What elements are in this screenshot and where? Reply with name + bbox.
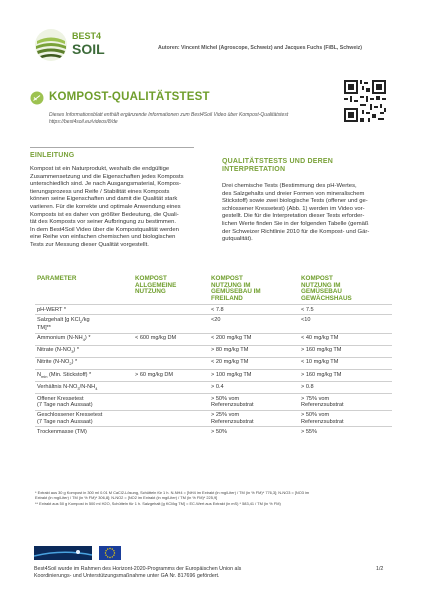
header-line: GEMÜSEBAU (301, 288, 342, 296)
parameter-cell: Ammonium $(N-NH_4)$ * (35, 333, 133, 345)
parameter-cell: Nitrite $(N-NO_2)$ * (35, 358, 133, 370)
parameter-cell: Geschlossener Kressetest (7 Tage nach Aussaat) (35, 410, 133, 426)
header-gewaechshaus (299, 276, 392, 305)
value-cell (133, 410, 209, 426)
tests-section (222, 158, 397, 244)
value-cell: > 55% (299, 427, 392, 437)
text-line: In dem Best4Soil Video über die Kompostqualität werden (30, 226, 179, 233)
section-heading-einleitung: EINLEITUNG (30, 152, 75, 159)
text-line: Stickstoff) sowie zwei biologische Tests (offener und ge- (222, 198, 368, 205)
header-line: KOMPOST (211, 275, 243, 282)
header-line: GEWÄCHSHAUS (301, 294, 352, 302)
value-cell: > 50% (209, 427, 299, 437)
value-cell (133, 394, 209, 410)
parameter-cell: Trockenmasse (TM) (35, 427, 133, 437)
table-row (35, 346, 392, 358)
text-line: lichen Werte finden Sie in der folgenden Tabelle (gemäß (222, 220, 369, 227)
header-line: NUTZUNG IM (211, 281, 251, 289)
value-cell: < 20 mg/kg TM (209, 358, 299, 370)
header-allgemein (133, 276, 209, 305)
header-line: NUTZUNG (135, 288, 166, 296)
value-cell (133, 358, 209, 370)
page-title: KOMPOST-QUALITÄTSTEST (49, 91, 210, 103)
table-row (35, 427, 392, 437)
leaf-badge-icon (30, 91, 44, 105)
text-line: gutqualität). (222, 236, 253, 243)
text-line: der Schweizer Richtlinie 2010 für die Kompost- und Gär- (222, 228, 370, 235)
heading-line: INTERPRETATION (222, 166, 286, 173)
horizon-banner-icon (34, 546, 92, 560)
value-cell: > 80 mg/kg TM (209, 346, 299, 358)
header-line: GEMÜSEBAU IM (211, 288, 261, 296)
intro-text (49, 112, 349, 125)
parameter-cell: Salzgehalt [g KCl$_2$/kg TM]** (35, 315, 133, 334)
einleitung-text (30, 166, 199, 250)
value-cell: < 7.8 (209, 305, 299, 315)
project-logo (34, 546, 92, 560)
text-line: variieren. Für die korrekte und optimale Anwendung eines (30, 203, 181, 210)
eu-flag (99, 546, 121, 560)
text-line: tierungsprozess und Reife / Stabilität eines Komposts (30, 188, 170, 195)
value-cell: < 200 mg/kg TM (209, 333, 299, 345)
funding-note (34, 566, 241, 580)
value-cell: > 100 mg/kg TM (209, 370, 299, 382)
value-cell: > 50% vom Referenzsubstrat (299, 410, 392, 426)
quality-table (35, 276, 392, 436)
text-line: unterschiedlich sind. Je nach Ausgangsmaterial, Kompos- (30, 181, 181, 188)
value-cell (133, 382, 209, 394)
value-cell: > 75% vom Referenzsubstrat (299, 394, 392, 410)
qr-code-icon (344, 80, 386, 122)
header-line: PARAMETER (37, 275, 77, 282)
value-cell: < 10 mg/kg TM (299, 358, 392, 370)
funding-line: Best4Soil wurde im Rahmen des Horizont-2020-Programms der Europäischen Union als (34, 566, 242, 572)
heading-line: QUALITÄTSTESTS UND DEREN (222, 158, 333, 165)
video-link[interactable]: https://best4soil.eu/videos/8/de (49, 118, 118, 125)
value-cell (133, 305, 209, 315)
funding-line: Koordinierungs- und Unterstützungsmaßnahme unter GA Nr. 817696 gefördert. (34, 573, 220, 579)
table-row (35, 394, 392, 410)
header-line: NUTZUNG IM (301, 281, 341, 289)
parameter-cell: pH-WERT * (35, 305, 133, 315)
parameter-cell: Nitrate $(N-NO_3)$ * (35, 346, 133, 358)
text-line: schlossener Kressetest) (Abb. 1) werden im Video vor- (222, 205, 365, 212)
text-line: können seine Eigenschaften und damit die Qualität stark (30, 196, 178, 203)
header-line: KOMPOST (301, 275, 333, 282)
intro-section (30, 147, 199, 250)
table-header-row (35, 276, 392, 305)
logo-text-best4: BEST4 (72, 31, 102, 41)
table-row (35, 315, 392, 334)
parameter-cell: $N_{min}$ (Min. Stickstoff) * (35, 370, 133, 382)
table-row (35, 382, 392, 394)
parameter-cell: Offener Kressetest (7 Tage nach Aussaat) (35, 394, 133, 410)
table-row (35, 370, 392, 382)
text-line: Tests zur Messung dieser Qualität vorgestellt. (30, 241, 149, 248)
tests-text (222, 183, 397, 244)
value-cell: > 60 mg/kg DM (133, 370, 209, 382)
authors-line: Autoren: Vincent Michel (Agroscope, Schweiz) and Jacques Fuchs (FiBL, Schweiz) (158, 45, 362, 51)
soil-layers-icon (34, 28, 68, 62)
text-line: Kompost ist ein Naturprodukt, weshalb die endgültige (30, 166, 170, 172)
divider (30, 147, 194, 148)
footnote-line: ** Extrakt aus 50 g Kompost in 500 ml H2O, Schütteln für 1 h. Salzgehalt [g KCl/kg TM] = EC-Wert aus Extrakt (in mS) * 583,41 / TM (in % FM) (35, 501, 281, 506)
header-line: KOMPOST (135, 275, 167, 282)
value-cell (133, 427, 209, 437)
page-number: 1/2 (376, 566, 384, 572)
value-cell: > 50% vom Referenzsubstrat (209, 394, 299, 410)
best4soil-logo (34, 28, 134, 62)
value-cell: < 40 mg/kg TM (299, 333, 392, 345)
header-parameter (35, 276, 133, 305)
header-freiland (209, 276, 299, 305)
table-row (35, 358, 392, 370)
qr-code[interactable] (344, 80, 386, 122)
value-cell (133, 346, 209, 358)
logo-text-soil: SOIL (72, 41, 105, 57)
value-cell: > 160 mg/kg TM (299, 346, 392, 358)
table-row (35, 410, 392, 426)
text-line: tät des Komposts vor seiner Aufbringung zu bestimmen. (30, 219, 177, 226)
footnote-line: * Extrakt aus 30 g Kompost in 300 ml 0.01 M CaCl2-Lösung, Schütteln für 1 h. N-NH4 = [NH4 im Extrakt (in mg/Liter) / TM (in % FM)* 776,3]; N-NO3 = [NO3 im (35, 490, 310, 495)
table-body (35, 305, 392, 436)
value-cell: <20 (209, 315, 299, 334)
value-cell: <10 (299, 315, 392, 334)
value-cell: > 25% vom Referenzsubstrat (209, 410, 299, 426)
table-row (35, 305, 392, 315)
footnote-line: Extrakt (in mg/Liter) / TM (in % FM)* 306,8]; N-NO2 = [NO2 im Extrakt (in mg/Liter) / TM (in % FM)* 225,9] (35, 495, 218, 500)
value-cell: < 600 mg/kg DM (133, 333, 209, 345)
text-line: Komposts ist es daher von größter Bedeutung, die Quali- (30, 211, 179, 218)
value-cell: > 160 mg/kg TM (299, 370, 392, 382)
value-cell: < 7.5 (299, 305, 392, 315)
text-line: gestellt. Die für die Interpretation dieser Tests erforder- (222, 213, 365, 220)
footnotes (35, 490, 395, 506)
value-cell: > 0.8 (299, 382, 392, 394)
intro-line: Dieses Informationsblatt enthält ergänzende Informationen zum Best4Soil Video über Kompost-Qualitätstest (49, 112, 289, 118)
section-heading-tests (222, 158, 397, 174)
value-cell: > 0.4 (209, 382, 299, 394)
header-line: FREILAND (211, 294, 243, 302)
parameter-cell: Verhältnis $N-NO_3/N-NH_4$ (35, 382, 133, 394)
text-line: des Salzgehalts und dreier Formen von mineralischem (222, 190, 365, 197)
eu-stars-icon (99, 546, 121, 560)
table-row (35, 333, 392, 345)
text-line: Drei chemische Tests (Bestimmung des pH-Wertes, (222, 183, 357, 189)
text-line: Zusammensetzung und die Eigenschaften jedes Komposts (30, 173, 184, 180)
header-line: ALLGEMEINE (135, 281, 177, 289)
text-line: eine Reihe von einfachen chemischen und biologischen (30, 234, 176, 241)
value-cell (133, 315, 209, 334)
